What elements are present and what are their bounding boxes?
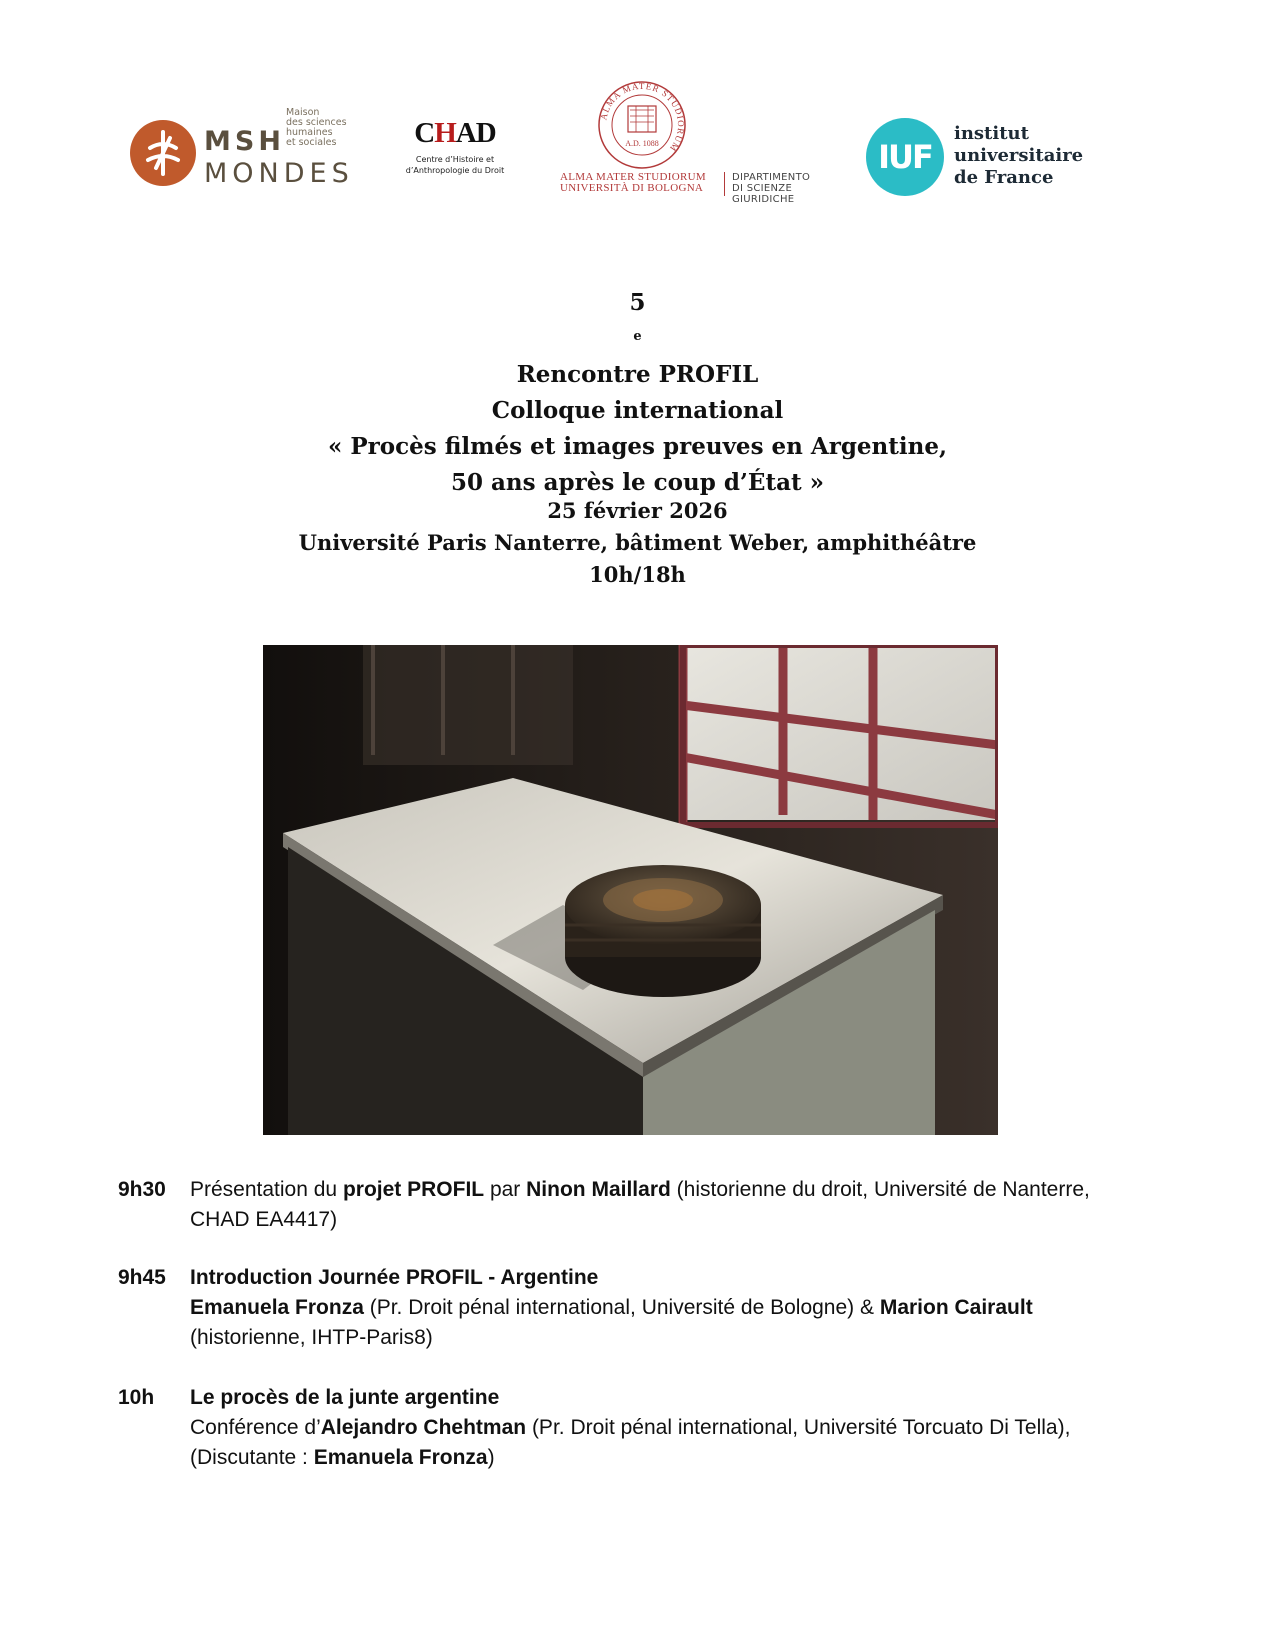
event-hours: 10h/18h [589,562,686,587]
programme-description: Présentation du projet PROFIL par Ninon Maillard (historienne du droit, Université de Nanterre, CHAD EA4417) [190,1178,1090,1231]
bologna-university-name: ALMA MATER STUDIORUM UNIVERSITÀ DI BOLOGNA [560,171,706,194]
chad-wordmark: CHAD [414,117,496,149]
bologna-department-name: DIPARTIMENTO DI SCIENZE GIURIDICHE [732,172,811,205]
iuf-mark: IUF [878,138,932,176]
programme-title: Le procès de la junte argentine [190,1386,500,1409]
iuf-logo [866,118,1096,198]
chad-logo [400,118,510,188]
title-line-4: 50 ans après le coup d’État » [451,469,824,496]
svg-text:ALMA MATER STUDIORUM: ALMA MATER STUDIORUM [598,80,687,154]
programme-description: Le procès de la junte argentine Conférence d’Alejandro Chehtman (Pr. Droit pénal international, Université Torcuato Di Tella), (Discutante : Emanuela Fronza) [190,1386,1071,1469]
chad-subtitle: Centre d’Histoire et d’Anthropologie du Droit [405,155,505,175]
bologna-logo [560,80,840,205]
event-date: 25 février 2026 [547,498,728,523]
title-line-3: « Procès filmés et images preuves en Argentine, [327,433,948,460]
event-details [0,495,1275,591]
programme-time: 10h [118,1386,155,1409]
bologna-seal-icon [596,80,688,170]
event-place: Université Paris Nanterre, bâtiment Weber, amphithéâtre [298,530,977,555]
msh-emblem-icon [130,120,196,186]
programme-title: Introduction Journée PROFIL - Argentine [190,1266,599,1289]
programme-time: 9h45 [118,1266,166,1289]
msh-word: MSH [204,126,285,157]
film-reel-image [263,645,998,1135]
event-title [0,285,1275,501]
programme-description: Introduction Journée PROFIL - Argentine Emanuela Fronza (Pr. Droit pénal international, Université de Bologne) & Marion Cairault (historienne, IHTP-Paris8) [190,1266,1033,1349]
title-line-1: 5 $^e$ Rencontre PROFIL [516,289,759,388]
programme-time: 9h30 [118,1178,166,1201]
mondes-word: MONDES [204,158,354,189]
svg-text:A.D. 1088: A.D. 1088 [625,139,659,148]
film-reel-photo [263,645,998,1135]
msh-mondes-logo [130,107,354,190]
bologna-divider [724,172,725,196]
title-line-2: Colloque international [491,397,784,424]
iuf-name: institut universitaire de France [954,123,1084,188]
msh-subtitle: Maison des sciences humaines et sociales [286,107,347,148]
